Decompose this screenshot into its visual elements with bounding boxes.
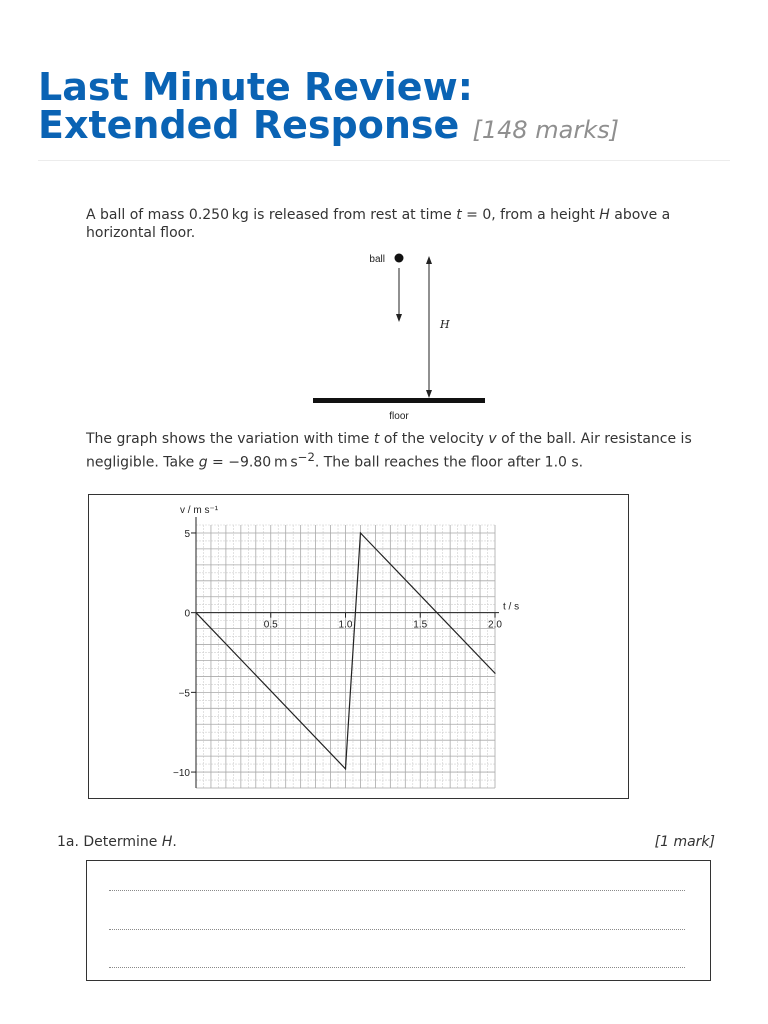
x-axis-label: t / s bbox=[503, 601, 520, 613]
question-number: 1a. bbox=[57, 834, 79, 850]
data-point bbox=[494, 673, 495, 674]
floor-label: floor bbox=[389, 411, 409, 422]
intro-text: of the velocity bbox=[379, 431, 489, 447]
question-marks: [1 mark] bbox=[654, 834, 715, 850]
grid-major bbox=[196, 525, 495, 788]
intro-paragraph-2 bbox=[86, 430, 716, 472]
x-tick-label: 1.5 bbox=[413, 619, 428, 631]
height-arrow-bottom-head bbox=[426, 390, 432, 398]
x-tick-label: 1.0 bbox=[338, 619, 353, 631]
page-title bbox=[38, 65, 620, 149]
intro-text: The graph shows the variation with time bbox=[86, 431, 374, 447]
title-line-1: Last Minute Review: bbox=[38, 65, 473, 109]
answer-line[interactable] bbox=[109, 929, 685, 930]
answer-box[interactable] bbox=[86, 860, 711, 981]
var-t: t bbox=[373, 431, 380, 447]
intro-text: above a horizontal floor. bbox=[86, 207, 671, 241]
height-arrow-top-head bbox=[426, 256, 432, 264]
ball-circle bbox=[395, 254, 404, 263]
var-H: H bbox=[161, 834, 173, 850]
header-divider bbox=[38, 160, 730, 161]
answer-line[interactable] bbox=[109, 967, 685, 968]
exponent: −2 bbox=[297, 450, 315, 464]
intro-text: of the ball. Air resistance is negligible. Take bbox=[86, 431, 692, 471]
var-H: H bbox=[599, 207, 610, 223]
ticks bbox=[173, 529, 502, 779]
data-point bbox=[195, 612, 196, 613]
ball-height-diagram bbox=[300, 250, 500, 429]
intro-text: . The ball reaches the floor after 1.0 s. bbox=[314, 454, 584, 471]
question-1a bbox=[57, 833, 715, 851]
x-tick-label: 2.0 bbox=[488, 619, 502, 631]
y-tick-label: 5 bbox=[184, 528, 190, 540]
data-point bbox=[345, 768, 346, 769]
y-tick-label: −5 bbox=[178, 688, 190, 700]
y-axis-label: v / m s⁻¹ bbox=[180, 505, 219, 516]
title-line-2: Extended Response bbox=[38, 103, 460, 147]
floor-bar bbox=[313, 398, 485, 403]
fall-arrow-head bbox=[396, 314, 402, 322]
y-tick-label: 0 bbox=[184, 608, 190, 620]
intro-text: = −9.80 m s bbox=[207, 454, 298, 471]
x-tick-label: 0.5 bbox=[263, 619, 278, 631]
var-v: v bbox=[488, 431, 497, 447]
var-g: g bbox=[198, 454, 208, 471]
question-text-part: . bbox=[172, 834, 177, 850]
var-t: t bbox=[456, 207, 462, 223]
question-text bbox=[57, 834, 177, 850]
intro-text: = 0, from a height bbox=[461, 207, 600, 223]
velocity-time-chart bbox=[89, 495, 628, 798]
ball-label: ball bbox=[369, 254, 385, 265]
question-text-part: Determine bbox=[83, 834, 162, 850]
y-tick-label: −10 bbox=[173, 768, 190, 780]
intro-text: A ball of mass 0.250 kg is released from rest at time bbox=[86, 207, 457, 223]
intro-paragraph-1 bbox=[86, 206, 716, 242]
velocity-time-graph bbox=[88, 494, 629, 799]
answer-line[interactable] bbox=[109, 890, 685, 891]
height-label: H bbox=[440, 318, 450, 331]
total-marks: [148 marks] bbox=[472, 116, 620, 144]
data-point bbox=[360, 532, 361, 533]
